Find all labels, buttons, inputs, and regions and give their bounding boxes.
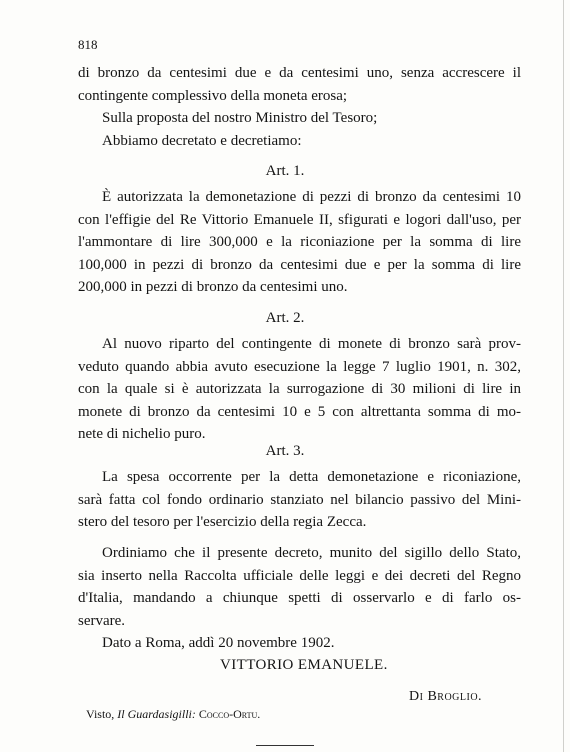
date-line: Dato a Roma, addì 20 novembre 1902. (102, 635, 335, 651)
preamble (78, 62, 521, 152)
visto-role: Il Guardasigilli: (117, 707, 196, 721)
closing-formula (78, 542, 521, 655)
article-line: con la quale si è autorizzata la surrogazione di 30 milioni di lire in (78, 381, 521, 397)
article-line: monete di bronzo da centesimi 10 e 5 con altrettanta somma di mo- (78, 403, 521, 420)
article-2-heading: Art. 2. (265, 310, 305, 326)
visto-line (86, 707, 260, 722)
closing-line: d'Italia, mandando a chiunque spetti di osservarlo e di farlo os- (78, 590, 521, 606)
article-1-body (78, 186, 521, 299)
article-line: 200,000 in pezzi di bronzo da centesimi uno. (78, 279, 348, 295)
closing-line: sia inserto nella Raccolta ufficiale delle leggi e dei decreti del Regno (78, 567, 521, 584)
article-line: nete di nichelio puro. (78, 426, 206, 442)
closing-line: Ordiniamo che il presente decreto, munito del sigillo dello Stato, (102, 545, 521, 561)
page-edge (563, 0, 564, 752)
article-line: veduto quando abbia avuto esecuzione la legge 7 luglio 1901, n. 302, (78, 358, 521, 375)
preamble-line: Sulla proposta del nostro Ministro del Tesoro; (102, 110, 378, 126)
article-line: Al nuovo riparto del contingente di monete di bronzo sarà prov- (102, 336, 521, 352)
article-3-heading: Art. 3. (265, 443, 305, 459)
article-line: 100,000 in pezzi di bronzo da centesimi due e per la somma di lire (78, 256, 521, 273)
article-line: stero del tesoro per l'esercizio della regia Zecca. (78, 514, 367, 530)
footer-rule (256, 745, 314, 746)
article-2-body (78, 333, 521, 446)
preamble-line: di bronzo da centesimi due e da centesimi uno, senza accrescere il (78, 65, 521, 81)
article-line: La spesa occorrente per la detta demonetazione e riconiazione, (102, 469, 521, 485)
visto-prefix: Visto, (86, 707, 115, 721)
preamble-line: contingente complessivo della moneta erosa; (78, 87, 348, 104)
page-number: 818 (78, 37, 98, 52)
article-line: sarà fatta col fondo ordinario stanziato nel bilancio passivo del Mini- (78, 491, 521, 508)
article-line: È autorizzata la demonetazione di pezzi di bronzo da centesimi 10 (102, 189, 521, 205)
article-3-body (78, 466, 521, 534)
signature-minister: Di Broglio. (409, 689, 483, 704)
visto-name: Cocco-Ortu. (198, 707, 261, 721)
article-line: l'ammontare di lire 300,000 e la riconiazione per la somma di lire (78, 234, 521, 250)
closing-line: servare. (78, 612, 126, 629)
signature-king: VITTORIO EMANUELE. (220, 657, 388, 673)
article-line: con l'effigie del Re Vittorio Emanuele II, sfigurati e logori dall'uso, per (78, 211, 521, 228)
preamble-line: Abbiamo decretato e decretiamo: (102, 132, 302, 149)
article-1-heading: Art. 1. (265, 163, 305, 179)
